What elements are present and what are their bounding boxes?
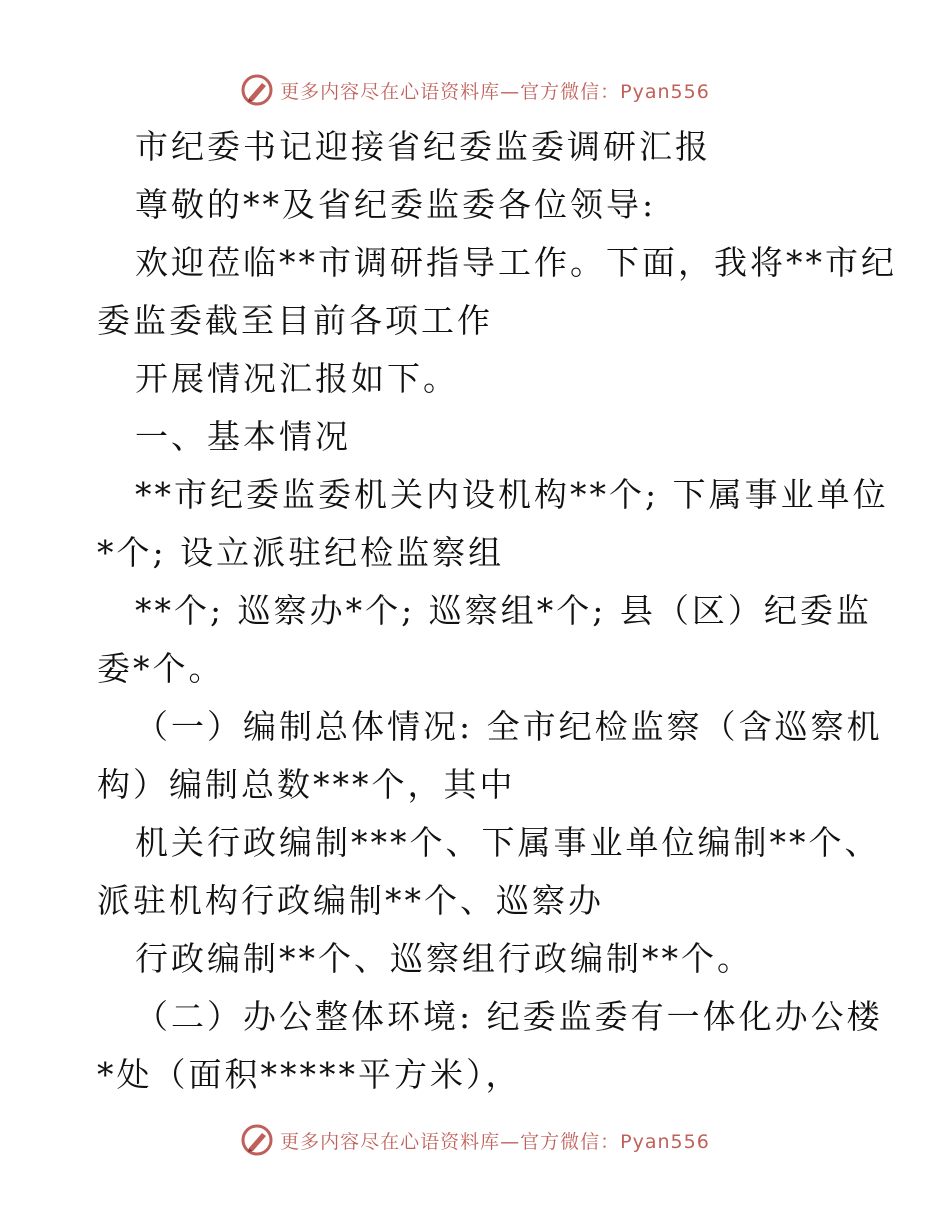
watermark-text: 更多内容尽在心语资料库—官方微信：Pyan556 bbox=[280, 80, 710, 103]
text-line: **市纪委监委机关内设机构**个; 下属事业单位 bbox=[135, 475, 889, 514]
pen-logo-icon bbox=[240, 73, 274, 107]
text-line: 一、基本情况 bbox=[135, 417, 351, 456]
text-line: **个; 巡察办*个; 巡察组*个; 县（区）纪委监 bbox=[135, 591, 872, 630]
text-line: （二）办公整体环境: 纪委监委有一体化办公楼 bbox=[135, 997, 883, 1036]
document-body bbox=[97, 118, 897, 1104]
pen-logo-icon bbox=[240, 1123, 274, 1157]
text-line: 委监委截至目前各项工作 bbox=[97, 301, 493, 340]
text-line: （一）编制总体情况: 全市纪检监察（含巡察机 bbox=[135, 707, 883, 746]
watermark-text: 更多内容尽在心语资料库—官方微信：Pyan556 bbox=[280, 1130, 710, 1153]
text-line: 委*个。 bbox=[97, 649, 225, 688]
document-title: 市纪委书记迎接省纪委监委调研汇报 bbox=[135, 127, 711, 166]
watermark-footer bbox=[0, 1120, 950, 1160]
text-line: *个; 设立派驻纪检监察组 bbox=[97, 533, 505, 572]
text-line: *处（面积*****平方米）， bbox=[97, 1055, 522, 1094]
text-line: 行政编制**个、巡察组行政编制**个。 bbox=[135, 939, 753, 978]
text-line: 开展情况汇报如下。 bbox=[135, 359, 459, 398]
text-line: 尊敬的**及省纪委监委各位领导: bbox=[135, 185, 657, 224]
watermark-header bbox=[0, 70, 950, 110]
text-line: 欢迎莅临**市调研指导工作。下面，我将**市纪 bbox=[135, 243, 897, 282]
text-line: 派驻机构行政编制**个、巡察办 bbox=[97, 881, 604, 920]
text-line: 机关行政编制***个、下属事业单位编制**个、 bbox=[135, 823, 881, 862]
text-line: 构）编制总数***个，其中 bbox=[97, 765, 516, 804]
